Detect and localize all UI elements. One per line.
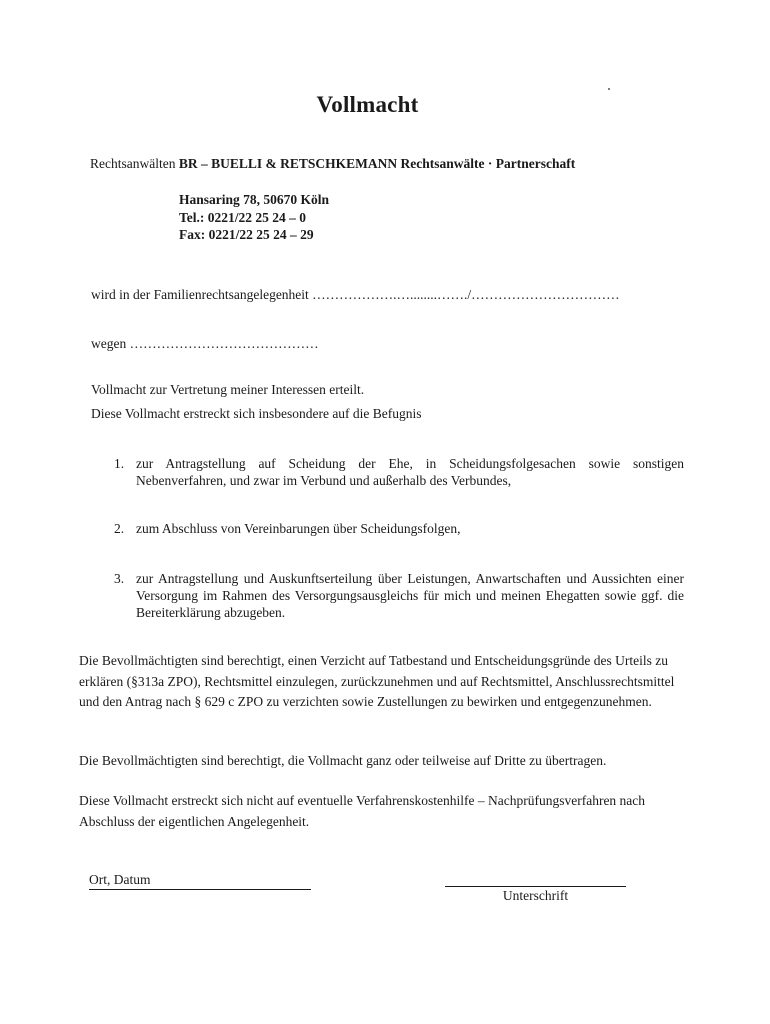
list-number: 2. — [114, 521, 125, 536]
list-number: 3. — [114, 571, 125, 586]
list-text: zur Antragstellung und Auskunftserteilung über Leistungen, Anwartschaften und Aussichten einer Versorgung im Rahmen des Versorgungsausgleichs für mich und meinen Ehegatten sowie ggf. die Bereiterklärung abzugeben. — [136, 571, 684, 620]
document-title: Vollmacht — [316, 92, 419, 117]
firm-tel: Tel.: 0221/22 25 24 – 0 — [179, 210, 307, 225]
list-text: zum Abschluss von Vereinbarungen über Scheidungsfolgen, — [136, 521, 461, 536]
signature-label: Unterschrift — [502, 888, 569, 903]
list-number: 1. — [114, 456, 125, 471]
firm-fax: Fax: 0221/22 25 24 – 29 — [179, 227, 314, 242]
paragraph-appeal-rights: Die Bevollmächtigten sind berechtigt, einen Verzicht auf Tatbestand und Entscheidungsgründe des Urteils zu erklären (§313a ZPO), Rechtsmittel einzulegen, zurückzunehmen und auf Rechtsmittel, Anschlussrechtsmittel und den Antrag nach § 629 c ZPO zu verzichten sowie Zustellungen zu bewirken und entgegenzunehmen. — [79, 653, 675, 709]
firm-name: BR – BUELLI & RETSCHKEMANN Rechtsanwälte · Partnerschaft — [178, 156, 576, 171]
list-text: zur Antragstellung auf Scheidung der Ehe, in Scheidungsfolgesachen sowie sonstigen Nebenverfahren, und zwar im Verbund und außerhalb des Verbundes, — [136, 456, 684, 488]
reason-field: wegen …………………………………… — [91, 336, 319, 351]
list-item-1 — [114, 455, 684, 489]
list-item-2 — [114, 520, 684, 537]
intro-line-2: Diese Vollmacht erstreckt sich insbesondere auf die Befugnis — [91, 406, 422, 421]
firm-address: Hansaring 78, 50670 Köln — [179, 192, 330, 207]
stray-dot — [608, 88, 610, 90]
firm-line — [90, 156, 575, 172]
signature-line — [445, 886, 626, 887]
place-date-field: Ort, Datum — [89, 872, 311, 890]
matter-field: wird in der Familienrechtsangelegenheit ……………….…........……./…………………………… — [91, 287, 620, 302]
paragraph-scope-limit: Diese Vollmacht erstreckt sich nicht auf eventuelle Verfahrenskostenhilfe – Nachprüfungsverfahren nach Abschluss der eigentlichen Angelegenheit. — [79, 793, 646, 829]
paragraph-delegation: Die Bevollmächtigten sind berechtigt, die Vollmacht ganz oder teilweise auf Dritte zu übertragen. — [79, 753, 607, 768]
list-item-3 — [114, 570, 684, 621]
firm-prefix: Rechtsanwälten — [90, 156, 176, 171]
intro-line-1: Vollmacht zur Vertretung meiner Interessen erteilt. — [91, 382, 365, 397]
